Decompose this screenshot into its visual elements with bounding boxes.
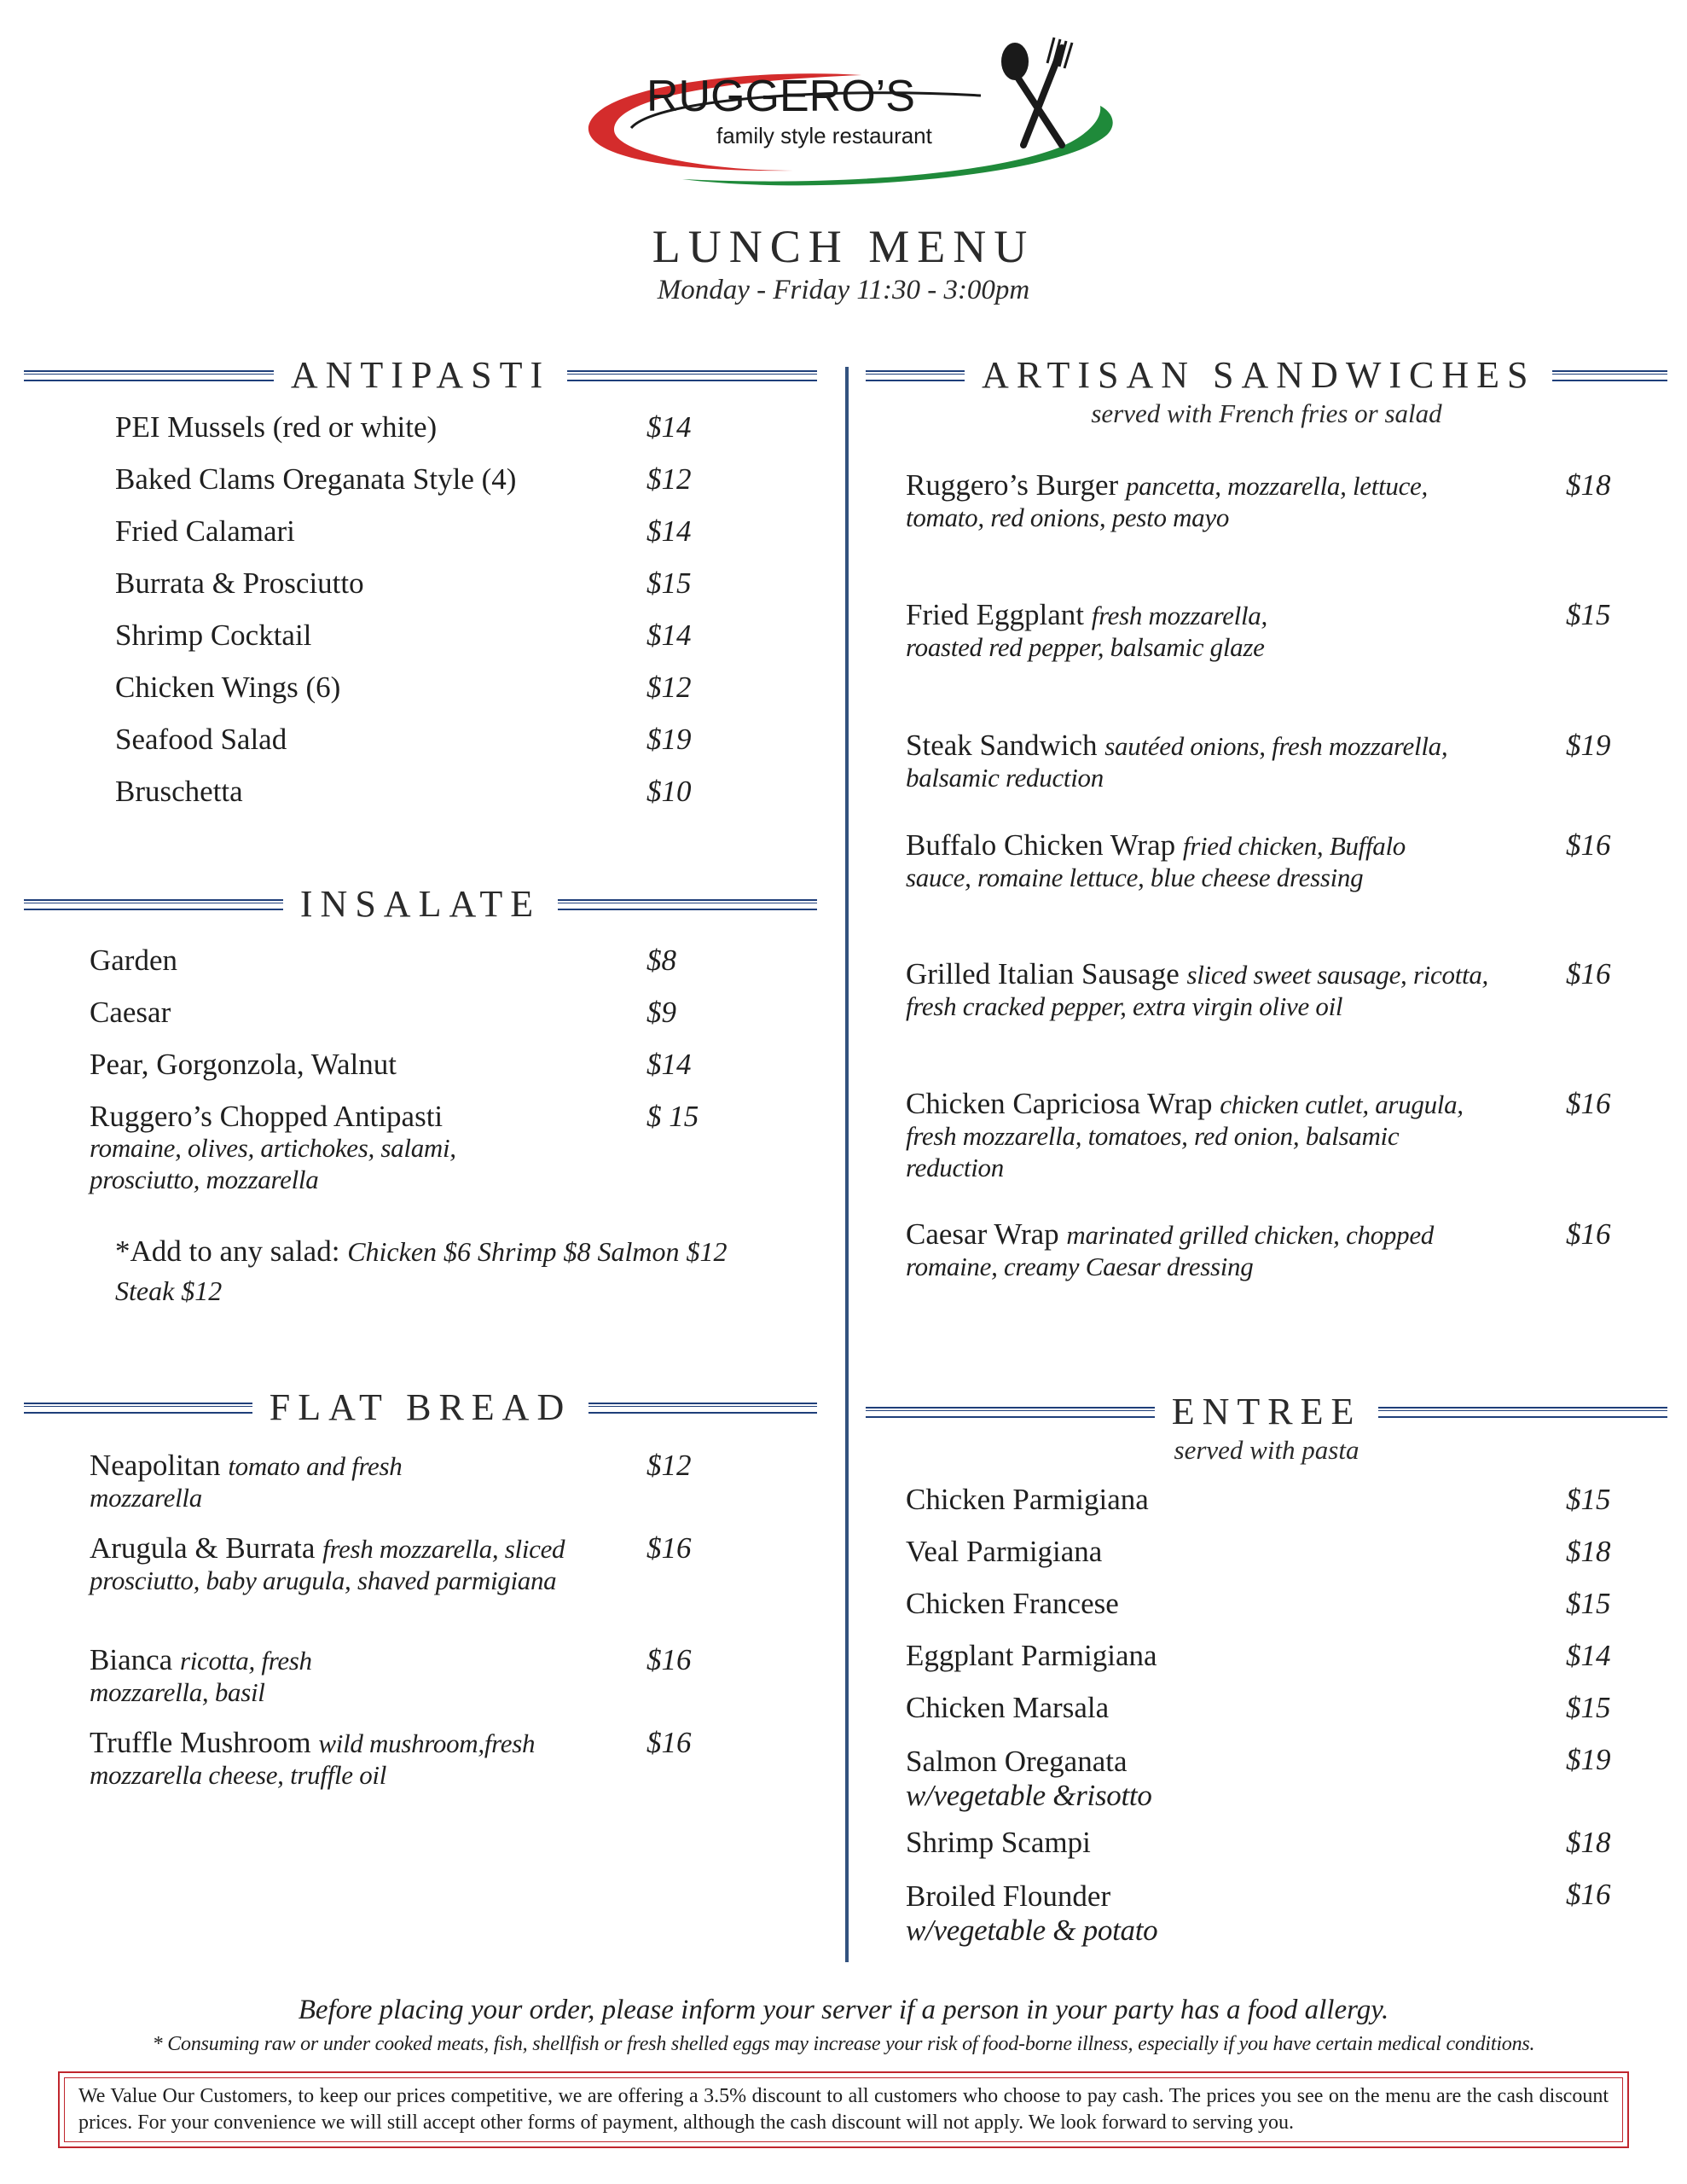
menu-item: Chicken Parmigiana [906,1483,1149,1516]
menu-item: Chicken Francese [906,1587,1119,1620]
item-description: romaine, olives, artichokes, salami, prosciutto, mozzarella [90,1133,456,1194]
header-rule [24,370,274,381]
menu-item: Pear, Gorgonzola, Walnut [90,1048,397,1081]
item-price: $16 [646,1643,692,1676]
item-price: $18 [1566,1826,1611,1859]
menu-item: Ruggero’s Burger pancetta, mozzarella, lettuce, tomato, red onions, pesto mayo [906,468,1428,532]
item-description: fresh mozzarella, sliced prosciutto, baby arugula, shaved parmigiana [90,1534,565,1595]
item-price: $16 [1566,1087,1611,1120]
addon-options: Chicken $6 Shrimp $8 Salmon $12 Steak $12 [115,1236,728,1306]
menu-item: Veal Parmigiana [906,1535,1103,1568]
menu-item: Salmon Oreganata w/vegetable &risotto [906,1745,1152,1812]
item-price: $16 [646,1531,692,1565]
item-description: wild mushroom,fresh mozzarella cheese, truffle oil [90,1728,536,1790]
menu-item: Bianca ricotta, fresh mozzarella, basil [90,1643,312,1707]
item-description: tomato and fresh mozzarella [90,1451,403,1513]
item-price: $19 [1566,729,1611,762]
item-description: marinated grilled chicken, chopped romaine, creamy Caesar dressing [906,1220,1434,1281]
menu-item: Neapolitan tomato and fresh mozzarella [90,1449,403,1513]
header-rule [24,899,283,910]
menu-item: Eggplant Parmigiana [906,1639,1157,1672]
item-price: $12 [646,1449,692,1482]
menu-item: Arugula & Burrata fresh mozzarella, sliced prosciutto, baby arugula, shaved parmigiana [90,1531,565,1595]
menu-item: Truffle Mushroom wild mushroom,fresh mozzarella cheese, truffle oil [90,1726,536,1790]
header-rule [866,370,965,381]
item-price: $15 [646,566,692,600]
menu-item: Shrimp Cocktail [115,619,312,652]
menu-item: Bruschetta [115,775,243,808]
logo-tagline: family style restaurant [716,123,932,148]
logo-name: RUGGERO’S [646,72,915,121]
header-rule [24,1403,252,1414]
item-price: $14 [1566,1639,1611,1672]
item-price: $14 [646,619,692,652]
cash-discount-text: We Value Our Customers, to keep our prices competitive, we are offering a 3.5% discount to all customers who choose to pay cash. The prices you see on the menu are the cash discount prices. For your convenience we will still accept other forms of payment, although the cash discount will not apply. We look forward to serving you. [64,2077,1623,2142]
antipasti-title: ANTIPASTI [290,354,551,396]
item-price: $19 [1566,1743,1611,1776]
item-price: $18 [1566,468,1611,502]
item-price: $18 [1566,1535,1611,1568]
menu-item: Burrata & Prosciutto [115,566,364,600]
header-rule [1378,1407,1667,1418]
menu-item: Fried Calamari [115,514,295,548]
menu-title: LUNCH MENU [652,221,1035,272]
item-description: pancetta, mozzarella, lettuce, tomato, red onions, pesto mayo [906,471,1428,532]
flatbread-header [24,1386,817,1428]
item-price: $10 [646,775,692,808]
item-description: sliced sweet sausage, ricotta, fresh cracked pepper, extra virgin olive oil [906,960,1488,1021]
entree-header [866,1391,1667,1432]
menu-item: Seafood Salad [115,723,287,756]
item-price: $15 [1566,1691,1611,1724]
insalate-header [24,883,817,925]
sandwiches-subtitle: served with French fries or salad [1091,398,1442,428]
header-rule [588,1403,817,1414]
item-price: $8 [646,944,676,977]
entree-title: ENTREE [1171,1391,1362,1432]
menu-item: Caesar [90,996,171,1029]
menu-hours: Monday - Friday 11:30 - 3:00pm [657,275,1030,305]
item-price: $12 [646,462,692,496]
spoon-fork-icon [1001,38,1072,145]
flatbread-title: FLAT BREAD [269,1386,572,1428]
item-description: fresh mozzarella, roasted red pepper, balsamic glaze [906,601,1267,662]
item-description: chicken cutlet, arugula, fresh mozzarella, tomatoes, red onion, balsamic reduction [906,1089,1464,1182]
header-rule [558,899,817,910]
entree-subtitle: served with pasta [1174,1435,1359,1465]
item-price: $16 [1566,957,1611,990]
item-price: $16 [1566,1878,1611,1911]
menu-item: Buffalo Chicken Wrap fried chicken, Buffalo sauce, romaine lettuce, blue cheese dressing [906,828,1406,892]
item-price: $14 [646,410,692,444]
item-price: $16 [1566,828,1611,862]
item-description: w/vegetable &risotto [906,1779,1152,1812]
item-price: $14 [646,1048,692,1081]
menu-item: Fried Eggplant fresh mozzarella, roasted red pepper, balsamic glaze [906,598,1267,662]
item-price: $15 [1566,1483,1611,1516]
header-rule [866,1407,1155,1418]
menu-item: Chicken Capriciosa Wrap chicken cutlet, arugula, fresh mozzarella, tomatoes, red onion, balsamic reduction [906,1087,1464,1182]
menu-item: Chicken Marsala [906,1691,1110,1724]
item-description: fried chicken, Buffalo sauce, romaine lettuce, blue cheese dressing [906,831,1406,892]
item-price: $16 [1566,1217,1611,1251]
allergy-notice: Before placing your order, please inform your server if a person in your party has a food allergy. [298,1995,1389,2025]
insalate-title: INSALATE [299,883,542,925]
item-price: $ 15 [646,1100,699,1133]
menu-item: Broiled Flounder w/vegetable & potato [906,1879,1158,1947]
item-price: $9 [646,996,676,1029]
item-price: $16 [646,1726,692,1759]
menu-item: Shrimp Scampi [906,1826,1091,1859]
item-description: ricotta, fresh mozzarella, basil [90,1646,312,1707]
sandwiches-title: ARTISAN SANDWICHES [982,354,1536,396]
restaurant-logo [580,34,1126,196]
item-price: $19 [646,723,692,756]
item-price: $15 [1566,598,1611,631]
column-divider [845,367,849,1962]
sandwiches-header [866,354,1667,396]
item-price: $15 [1566,1587,1611,1620]
menu-item: Baked Clams Oreganata Style (4) [115,462,517,496]
consumption-warning: * Consuming raw or under cooked meats, fish, shellfish or fresh shelled eggs may increase your risk of food-borne illness, especially if you have certain medical conditions. [152,2033,1535,2055]
header-rule [567,370,817,381]
item-description: w/vegetable & potato [906,1914,1158,1947]
menu-item: PEI Mussels (red or white) [115,410,438,444]
menu-item: Steak Sandwich sautéed onions, fresh mozzarella, balsamic reduction [906,729,1448,793]
menu-item: Caesar Wrap marinated grilled chicken, chopped romaine, creamy Caesar dressing [906,1217,1434,1281]
item-price: $14 [646,514,692,548]
antipasti-header [24,354,817,396]
menu-item: Ruggero’s Chopped Antipasti romaine, olives, artichokes, salami, prosciutto, mozzarella [90,1100,456,1194]
menu-item: Chicken Wings (6) [115,671,341,704]
salad-addon-note: *Add to any salad: Chicken $6 Shrimp $8 Salmon $12 Steak $12 [115,1234,728,1306]
header-rule [1552,370,1667,381]
menu-item: Garden [90,944,178,977]
item-price: $12 [646,671,692,704]
item-description: sautéed onions, fresh mozzarella, balsamic reduction [906,731,1448,793]
cash-discount-notice [58,2071,1629,2148]
menu-item: Grilled Italian Sausage sliced sweet sausage, ricotta, fresh cracked pepper, extra virgin olive oil [906,957,1488,1021]
